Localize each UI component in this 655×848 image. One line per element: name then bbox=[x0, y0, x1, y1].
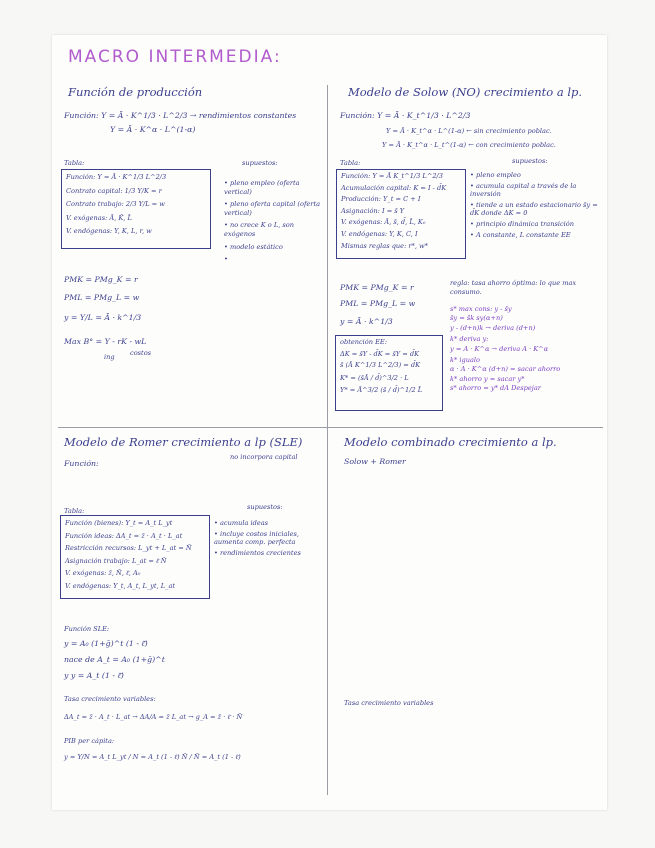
q1-eq2: Y = Ā · K^α · L^(1-α) bbox=[110, 125, 196, 134]
q2-note: y - (d+n)k → deriva (d+n) bbox=[450, 324, 536, 333]
q2-row: V. exógenas: Ā, s̄, d̄, L̄, K₀ bbox=[341, 218, 426, 227]
q3-heading: Modelo de Romer crecimiento a lp (SLE) bbox=[64, 435, 303, 449]
q2-y-per: y = Ā · k^1/3 bbox=[340, 317, 393, 326]
q2-ee-row: s̄ (Ā K^1/3 L^2/3) = d̄K bbox=[340, 361, 421, 370]
q2-note: s̄y = s̄k sy(α+n) bbox=[450, 313, 503, 322]
q3-tasa-title: Tasa crecimiento variables: bbox=[64, 695, 156, 703]
q4-heading: Modelo combinado crecimiento a lp. bbox=[344, 435, 557, 449]
q3-sle-row: y = A₀ (1+ḡ)^t (1 - ℓ̄) bbox=[64, 639, 148, 648]
q1-row: Función: Y = Ā · K^1/3 L^2/3 bbox=[66, 173, 167, 181]
q2-supuestos bbox=[470, 171, 602, 239]
q3-sle-title: Función SLE: bbox=[64, 625, 110, 633]
q2-supuestos-title: supuestos: bbox=[512, 157, 548, 165]
q3-row: Asignación trabajo: L_at = ℓ̄ N̄ bbox=[65, 556, 167, 565]
q1-pmk: PMK = PMg_K = r bbox=[64, 275, 138, 284]
horizontal-divider bbox=[58, 427, 603, 428]
q1-row: Contrato capital: 1/3 Y/K = r bbox=[66, 186, 162, 195]
q1-supuesto: • pleno empleo (oferta vertical) bbox=[224, 179, 300, 196]
q1-row: Contrato trabajo: 2/3 Y/L = w bbox=[66, 200, 165, 209]
q2-row: Producción: Y_t = C + I bbox=[341, 195, 421, 204]
q3-tasa-eq: ΔA_t = z̄ · A_t · L_at → ΔA/A = z̄ L_at → g_A = z̄ · ℓ̄ · N̄ bbox=[64, 713, 243, 721]
q1-y-per: y = Y/L = Ā · k^1/3 bbox=[64, 313, 142, 322]
q2-row: Función: Y = Ā K_t^1/3 L^2/3 bbox=[341, 172, 443, 180]
q2-supuesto: • principio dinámica transición bbox=[470, 219, 574, 228]
q2-row: Asignación: I = s̄ Y bbox=[341, 206, 405, 215]
q2-heading: Modelo de Solow (NO) crecimiento a lp. bbox=[348, 85, 583, 99]
q1-supuestos bbox=[224, 179, 324, 264]
notebook-page bbox=[52, 35, 607, 810]
q3-sle-row: y y = A_t (1 - ℓ̄) bbox=[64, 671, 124, 680]
q3-row: V. exógenas: z̄, N̄, ℓ̄, A₀ bbox=[65, 569, 141, 578]
q2-supuesto: • acumula capital a través de la inversión bbox=[470, 181, 577, 199]
q2-supuesto: • tiende a un estado estacionario s̄y = d̄K donde ΔK = 0 bbox=[470, 200, 598, 218]
q2-regla: regla: tasa ahorro óptima: lo que max consumo. bbox=[450, 279, 577, 296]
q2-supuesto: • A constante, L constante EE bbox=[470, 230, 571, 239]
q2-ee-row: ΔK = s̄Y - d̄K = s̄Y = d̄K bbox=[340, 349, 420, 358]
q3-func-label: Función: bbox=[64, 459, 99, 468]
q3-pib-title: PIB per cápita: bbox=[64, 737, 115, 745]
page-title: MACRO INTERMEDIA: bbox=[68, 47, 282, 67]
q2-notes bbox=[450, 305, 560, 392]
q3-supuesto: • incluye costos iniciales, aumenta comp. perfecta bbox=[214, 529, 299, 547]
q2-ee-title: obtención EE: bbox=[340, 338, 387, 346]
q2-eq3: Y = Ā · K_t^α · L_t^(1-α) ← con crecimiento poblac. bbox=[382, 141, 556, 149]
q2-note: k* deriva y: bbox=[450, 334, 489, 343]
q2-row: Acumulación capital: K = I - d̄K bbox=[341, 183, 447, 192]
q1-supuesto: • modelo estático bbox=[224, 242, 283, 251]
q1-pml: PML = PMg_L = w bbox=[64, 293, 140, 302]
q2-note: s* ahorro = y* dA Despejar bbox=[450, 383, 541, 392]
q2-pml: PML = PMg_L = w bbox=[340, 299, 416, 308]
q2-table bbox=[336, 169, 466, 259]
q1-table bbox=[61, 169, 211, 249]
q2-row: Mismas reglas que: r*, w* bbox=[341, 241, 428, 250]
q3-supuestos-title: supuestos: bbox=[247, 503, 283, 511]
q3-row: Función (bienes): Y_t = A_t L_yt bbox=[65, 519, 173, 527]
q2-eq2: Y = Ā · K_t^α · L^(1-α) ← sin crecimiento poblac. bbox=[386, 127, 552, 135]
q1-supuesto: • no crece K o L, son exógenos bbox=[224, 221, 294, 238]
q2-note: k* ahorro y = sacar y* bbox=[450, 375, 525, 384]
q3-supuesto: • rendimientos crecientes bbox=[214, 548, 301, 557]
q1-table-title: Tabla: bbox=[64, 159, 85, 167]
q3-table-title: Tabla: bbox=[64, 507, 85, 515]
q1-supuesto: • bbox=[224, 255, 228, 264]
q2-pmk: PMK = PMg_K = r bbox=[340, 283, 414, 292]
q4-sub: Solow + Romer bbox=[344, 457, 406, 466]
q1-eq1: Función: Y = Ā · K^1/3 · L^2/3 → rendimientos constantes bbox=[64, 111, 297, 120]
q3-supuesto: • acumula ideas bbox=[214, 519, 269, 527]
q2-note: α · A · K^α (d+n) = sacar ahorro bbox=[450, 364, 561, 373]
q1-max-note: ing bbox=[104, 353, 115, 361]
q3-table bbox=[60, 515, 210, 599]
q2-note: s* max cons: y - s̄y bbox=[450, 305, 512, 313]
q2-table-title: Tabla: bbox=[340, 159, 361, 167]
q2-note: y = A · K^α → deriva A · K^α bbox=[450, 345, 549, 354]
vertical-divider bbox=[327, 85, 328, 795]
q1-supuesto: • pleno oferta capital (oferta vertical) bbox=[224, 200, 321, 217]
q2-ee-row: Y* = Ā^3/2 (s̄ / d̄)^1/2 L̄ bbox=[340, 386, 423, 395]
q3-row: Restricción recursos: L_yt + L_at = N̄ bbox=[65, 544, 192, 553]
q1-max-note: costos bbox=[130, 349, 152, 357]
q1-max: Max B° = Y - rK - wL bbox=[64, 337, 147, 346]
q2-note: k* igualo bbox=[450, 355, 480, 364]
q1-supuestos-title: supuestos: bbox=[242, 159, 278, 167]
q3-row: V. endógenas: Y_t, A_t, L_yt, L_at bbox=[65, 581, 176, 590]
q2-supuesto: • pleno empleo bbox=[470, 171, 521, 179]
q1-heading: Función de producción bbox=[68, 85, 203, 99]
q2-ee-row: K* = (s̄Ā / d̄)^3/2 · L bbox=[340, 373, 409, 382]
q4-tasa: Tasa crecimiento variables bbox=[344, 699, 434, 707]
q1-row: V. exógenas: Ā, K̄, L̄ bbox=[66, 213, 132, 222]
q3-row: Función ideas: ΔA_t = z̄ · A_t · L_at bbox=[65, 531, 183, 540]
q1-row: V. endógenas: Y, K, L, r, w bbox=[66, 227, 152, 236]
q2-ee-box bbox=[335, 335, 443, 411]
q2-row: V. endógenas: Y, K, C, I bbox=[341, 229, 418, 238]
q2-eq1: Función: Y = Ā · K_t^1/3 · L^2/3 bbox=[340, 111, 471, 120]
q3-supuestos bbox=[214, 519, 324, 557]
q3-pib-eq: y = Y/N = A_t L_yt / N = A_t (1 - ℓ̄) N̄ / N̄ = A_t (1 - ℓ̄) bbox=[64, 753, 241, 761]
q3-sle-row: nace de A_t = A₀ (1+ḡ)^t bbox=[64, 655, 165, 664]
q3-note: no incorpora capital bbox=[230, 453, 298, 461]
